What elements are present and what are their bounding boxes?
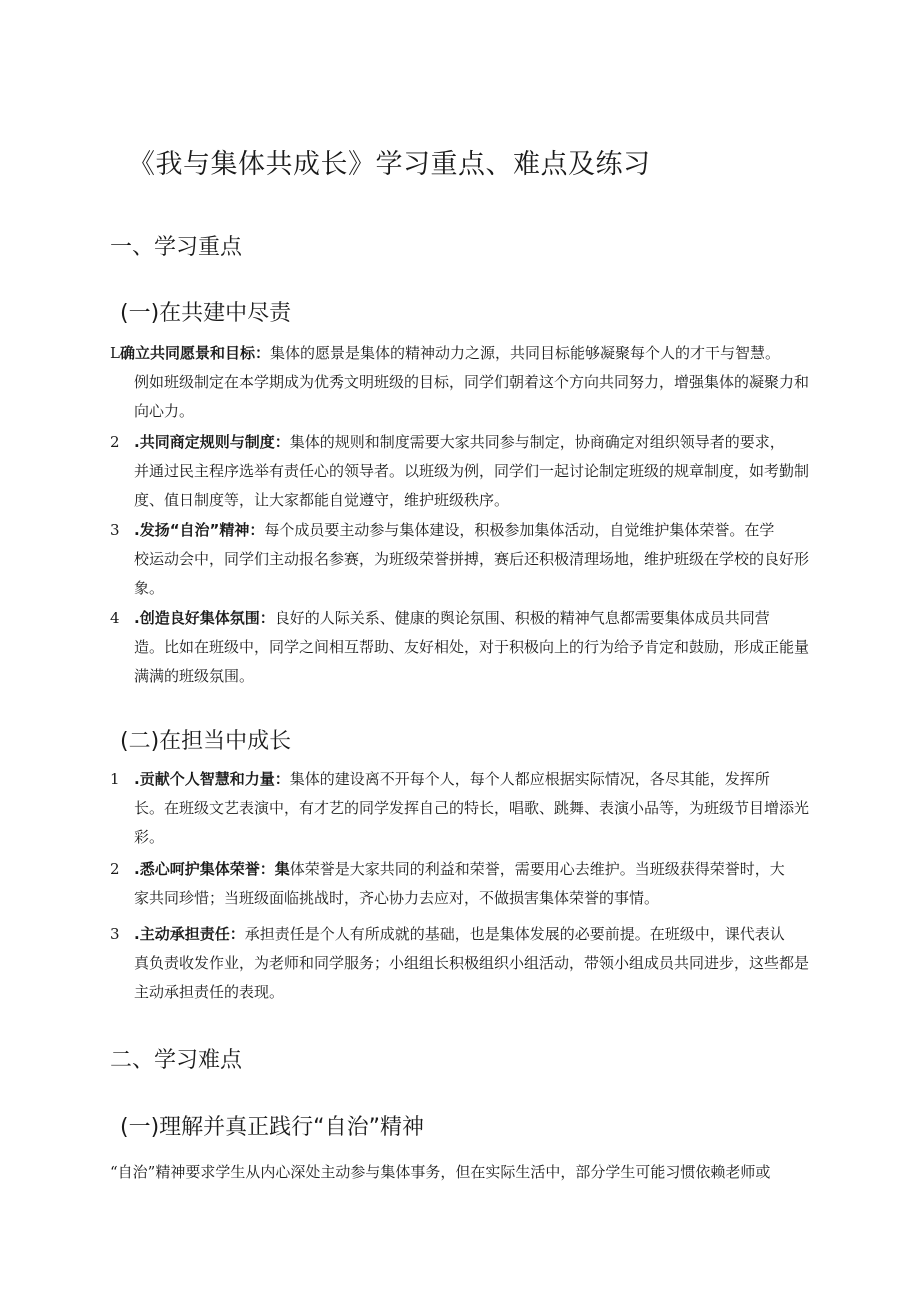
item-text: 集体的规则和制度需要大家共同参与制定，协商确定对组织领导者的要求， [289, 433, 785, 451]
list-item [110, 855, 810, 913]
item-number: 3 [110, 521, 120, 539]
item-continuation: 真负责收发作业，为老师和同学服务；小组组长积极组织小组活动，带领小组成员共同进步，这些都是主动承担责任的表现。 [134, 954, 810, 1001]
item-number: 2 [110, 433, 120, 451]
item-text: 每个成员要主动参与集体建设，积极参加集体活动，自觉维护集体荣誉。在学 [264, 521, 775, 539]
item-text: 体荣誉是大家共同的利益和荣誉，需要用心去维护。当班级获得荣誉时，大 [289, 860, 785, 878]
item-text: 集体的愿景是集体的精神动力之源，共同目标能够凝聚每个人的才干与智慧。 [269, 344, 780, 362]
item-text: 集体的建设离不开每个人，每个人都应根据实际情况，各尽其能，发挥所 [289, 770, 770, 788]
list-item [110, 765, 810, 852]
section-heading-key-points: 一、学习重点 [110, 235, 243, 260]
item-continuation: 造。比如在班级中，同学之间相互帮助、友好相处，对于积极向上的行为给予肯定和鼓励，形成正能量满满的班级氛围。 [134, 638, 810, 685]
item-continuation: 校运动会中，同学们主动报名参赛，为班级荣誉拼搏，赛后还积极清理场地，维护班级在学校的良好形象。 [134, 550, 810, 597]
item-label: .悉心呵护集体荣誉：集 [134, 860, 290, 878]
item-number: 4 [110, 609, 120, 627]
paragraph: “自治”精神要求学生从内心深处主动参与集体事务，但在实际生活中，部分学生可能习惯依赖老师或 [110, 1163, 771, 1181]
item-label: 确立共同愿景和目标： [119, 344, 270, 362]
item-label: .主动承担责任： [134, 925, 245, 943]
item-label: .发扬“自治”精神： [134, 521, 265, 539]
list-item [110, 428, 810, 515]
item-number: 3 [110, 925, 120, 943]
item-text: 良好的人际关系、健康的舆论氛围、积极的精神气息都需要集体成员共同营 [274, 609, 770, 627]
section-heading-difficulties: 二、学习难点 [110, 1048, 243, 1073]
item-continuation: 长。在班级文艺表演中，有才艺的同学发挥自己的特长，唱歌、跳舞、表演小品等，为班级节目增添光彩。 [134, 799, 810, 846]
item-continuation: 并通过民主程序选举有责任心的领导者。以班级为例，同学们一起讨论制定班级的规章制度，如考勤制度、值日制度等，让大家都能自觉遵守，维护班级秩序。 [134, 462, 810, 509]
list-item [110, 339, 810, 426]
subsection-heading-build: (一)在共建中尽责 [120, 301, 292, 326]
item-continuation: 例如班级制定在本学期成为优秀文明班级的目标，同学们朝着这个方向共同努力，增强集体的凝聚力和向心力。 [134, 373, 810, 420]
document-title: 《我与集体共成长》学习重点、难点及练习 [128, 149, 651, 180]
subsection-heading-self-governance: (一)理解并真正践行“自治”精神 [120, 1115, 424, 1140]
subsection-heading-grow: (二)在担当中成长 [120, 729, 292, 754]
item-label: .共同商定规则与制度： [134, 433, 290, 451]
item-continuation: 家共同珍惜；当班级面临挑战时，齐心协力去应对，不做损害集体荣誉的事情。 [134, 889, 660, 907]
list-item [110, 604, 810, 691]
item-number: L [110, 344, 120, 362]
item-number: 2 [110, 860, 120, 878]
item-label: .贡献个人智慧和力量： [134, 770, 290, 788]
item-label: .创造良好集体氛围： [134, 609, 275, 627]
list-item [110, 920, 810, 1007]
item-text: 承担责任是个人有所成就的基础，也是集体发展的必要前提。在班级中，课代表认 [244, 925, 785, 943]
list-item [110, 516, 810, 603]
item-number: 1 [110, 770, 120, 788]
